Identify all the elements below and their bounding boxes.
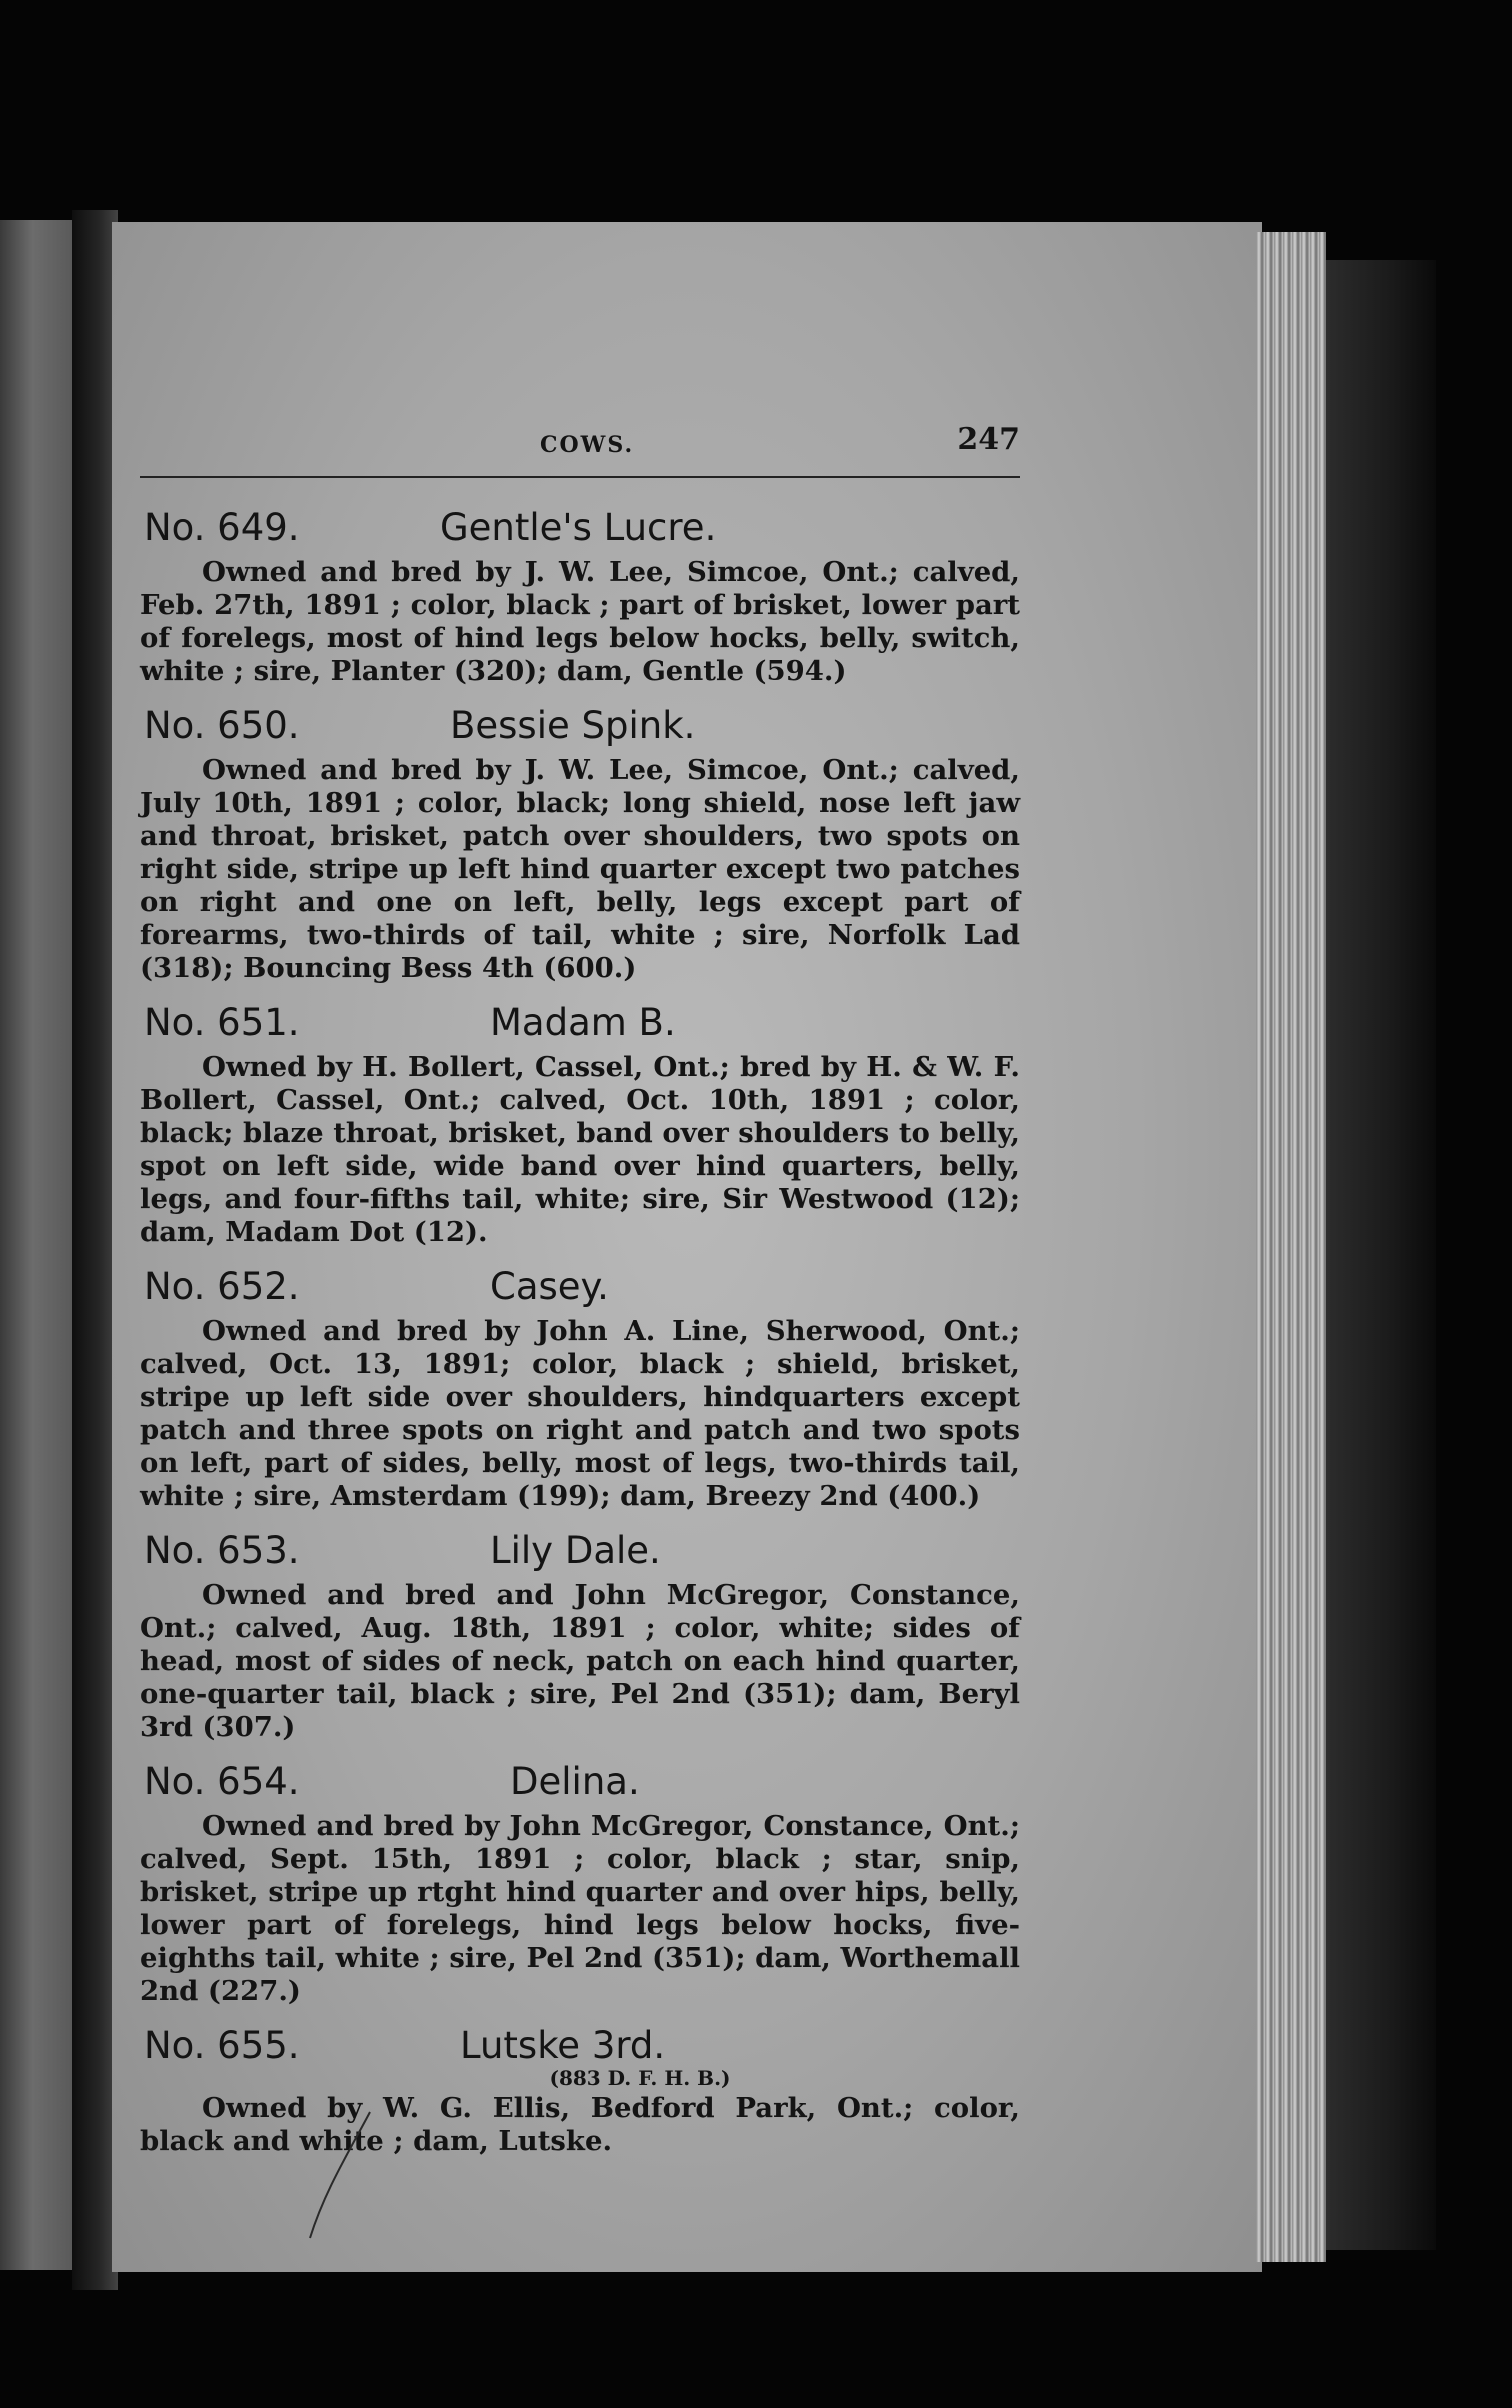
herd-book-reference: (883 D. F. H. B.): [549, 2066, 731, 2090]
entry-650: [140, 702, 1020, 985]
entry-heading: [140, 702, 1020, 754]
entry-number: No. 651.: [144, 1001, 300, 1044]
entry-name: Lily Dale.: [490, 1529, 661, 1572]
entry-number: No. 653.: [144, 1529, 300, 1572]
entry-number: No. 654.: [144, 1760, 300, 1803]
entry-body: Owned and bred by John McGregor, Constance, Ont.; calved, Sept. 15th, 1891 ; color, black ; star, snip, brisket, stripe up rtght hind quarter and over hips, belly, lower part of forelegs, hind legs below hocks, five-eighths tail, white ; sire, Pel 2nd (351); dam, Worthemall 2nd (227.): [140, 1810, 1020, 2007]
pencil-mark: [300, 2110, 380, 2240]
entry-body: Owned by W. G. Ellis, Bedford Park, Ont.; color, black and white ; dam, Lutske.: [140, 2092, 1020, 2157]
entry-655: [140, 2022, 1020, 2158]
entry-654: [140, 1758, 1020, 2008]
entry-heading: [140, 1527, 1020, 1579]
entry-body: Owned and bred by J. W. Lee, Simcoe, Ont.; calved, Feb. 27th, 1891 ; color, black ; part of brisket, lower part of forelegs, most of hind legs below hocks, belly, switch, white ; sire, Planter (320); dam, Gentle (594.): [140, 556, 1020, 687]
entry-number: No. 655.: [144, 2024, 300, 2067]
entry-heading: [140, 999, 1020, 1051]
entry-name: Delina.: [510, 1760, 640, 1803]
previous-page-edge: [0, 220, 72, 2270]
entry-body: Owned and bred by John A. Line, Sherwood, Ont.; calved, Oct. 13, 1891; color, black ; shield, brisket, stripe up left side over shoulders, hindquarters except patch and three spots on right and patch and two spots on left, part of sides, belly, most of legs, two-thirds tail, white ; sire, Amsterdam (199); dam, Breezy 2nd (400.): [140, 1315, 1020, 1512]
entry-name: Bessie Spink.: [450, 704, 696, 747]
entry-653: [140, 1527, 1020, 1744]
entry-heading: [140, 1758, 1020, 1810]
entry-number: No. 650.: [144, 704, 300, 747]
entry-number: No. 652.: [144, 1265, 300, 1308]
entry-name: Gentle's Lucre.: [440, 506, 717, 549]
entry-heading: [140, 1263, 1020, 1315]
page-number: 247: [957, 422, 1020, 457]
entry-name: Madam B.: [490, 1001, 676, 1044]
entry-649: [140, 504, 1020, 688]
entry-heading: [140, 504, 1020, 556]
entry-number: No. 649.: [144, 506, 300, 549]
running-head: [140, 420, 1020, 478]
page-content: [140, 420, 1020, 2172]
entry-name: Casey.: [490, 1265, 609, 1308]
entry-652: [140, 1263, 1020, 1513]
page-stack-shadow: [1326, 260, 1436, 2250]
entry-name: Lutske 3rd.: [460, 2024, 666, 2067]
entry-heading: [140, 2022, 1020, 2074]
entry-body: Owned and bred and John McGregor, Constance, Ont.; calved, Aug. 18th, 1891 ; color, white; sides of head, most of sides of neck, patch on each hind quarter, one-quarter tail, black ; sire, Pel 2nd (351); dam, Beryl 3rd (307.): [140, 1579, 1020, 1743]
running-head-title: COWS.: [540, 432, 635, 458]
entry-651: [140, 999, 1020, 1249]
entry-body: Owned by H. Bollert, Cassel, Ont.; bred by H. & W. F. Bollert, Cassel, Ont.; calved, Oct. 10th, 1891 ; color, black; blaze throat, brisket, band over shoulders to belly, spot on left side, wide band over hind quarters, belly, legs, and four-fifths tail, white; sire, Sir Westwood (12); dam, Madam Dot (12).: [140, 1051, 1020, 1248]
entry-body: Owned and bred by J. W. Lee, Simcoe, Ont.; calved, July 10th, 1891 ; color, black; long shield, nose left jaw and throat, brisket, patch over shoulders, two spots on right side, stripe up left hind quarter except two patches on right and one on left, belly, legs except part of forearms, two-thirds of tail, white ; sire, Norfolk Lad (318); Bouncing Bess 4th (600.): [140, 754, 1020, 984]
page-stack-edge: [1256, 232, 1326, 2262]
